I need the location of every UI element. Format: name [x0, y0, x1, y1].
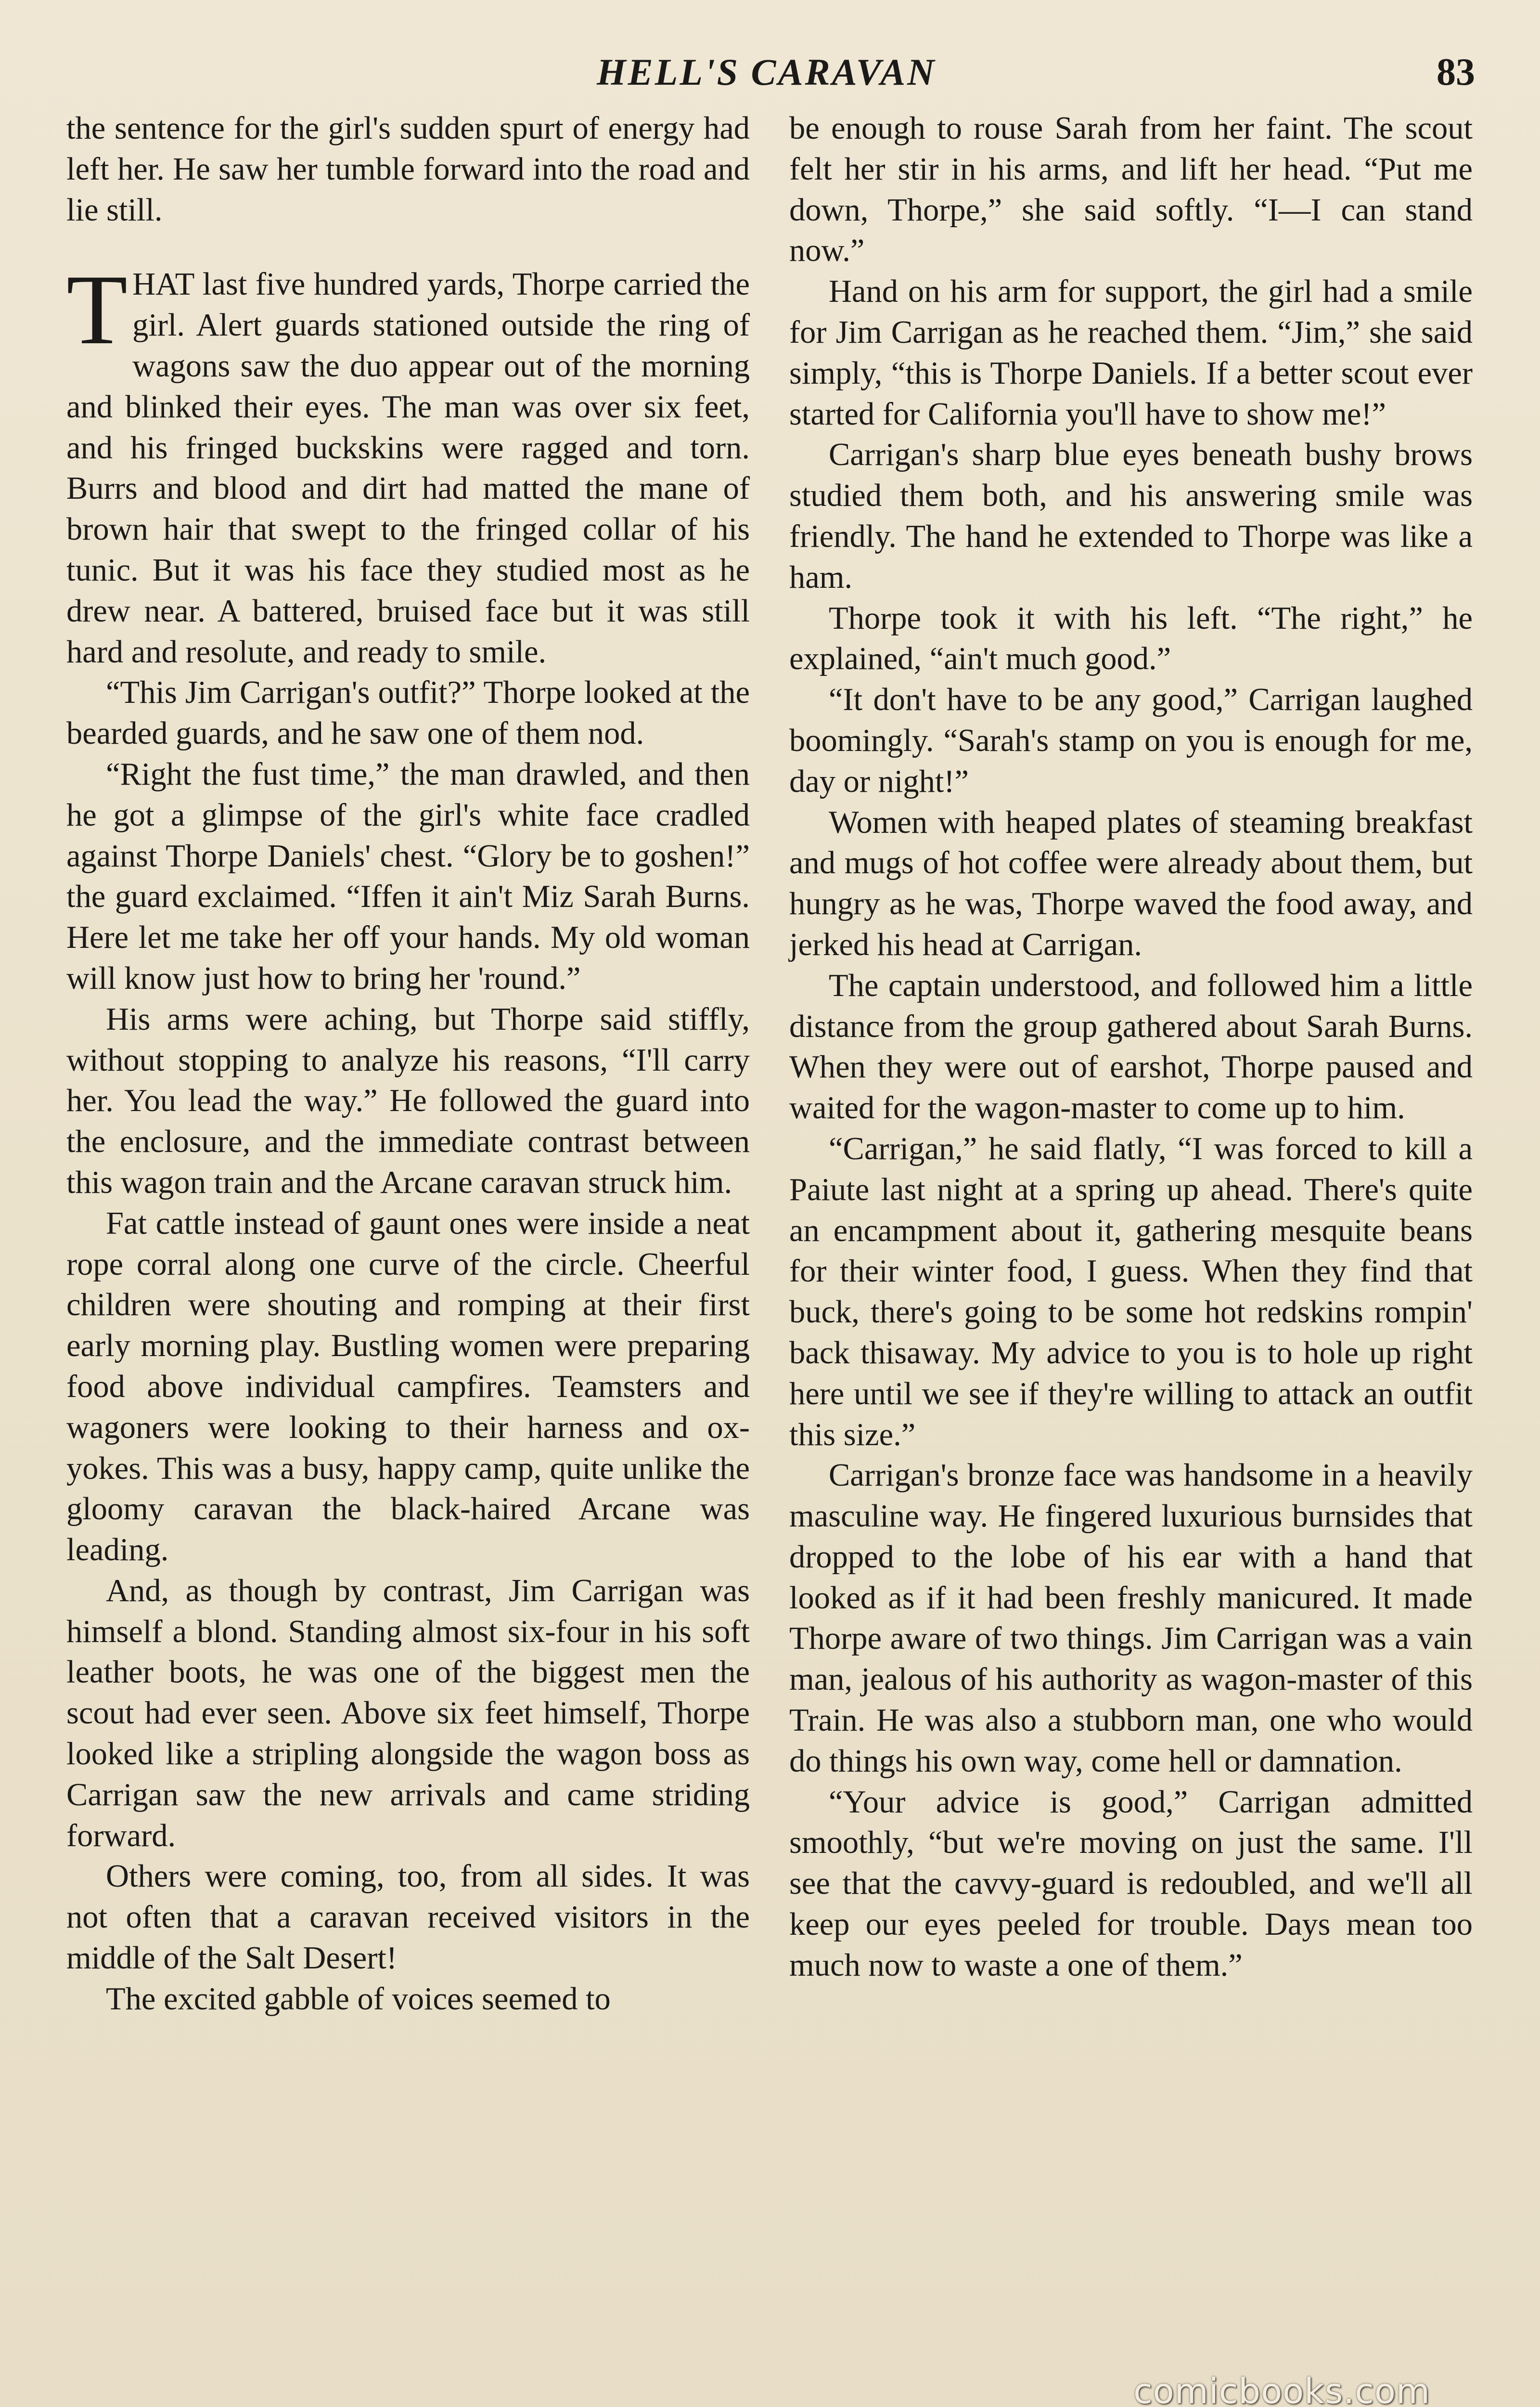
paragraph: “Your advice is good,” Carrigan admitted smoothly, “but we're moving on just the same. I'll see that the cavvy-guard is redoubled, and we'll all keep our eyes peeled for trouble. Days mean too much now to waste a one of them.” [789, 1784, 1473, 1983]
paragraph-dropcap [66, 254, 750, 673]
paragraph: Carrigan's bronze face was handsome in a heavily masculine way. He fingered luxurious burnsides that dropped to the lobe of his ear with a hand that looked as if it had been freshly manicured. It made Thorpe aware of two things. Jim Carrigan was a vain man, jealous of his authority as wagon-master of this Train. He was also a stubborn man, one who would do things his own way, come hell or damnation. [789, 1458, 1473, 1779]
paragraph: “Right the fust time,” the man drawled, and then he got a glimpse of the girl's white face cradled against Thorpe Daniels' chest. “Glory be to goshen!” the guard exclaimed. “Iffen it ain't Miz Sarah Burns. Here let me take her off your hands. My old woman will know just how to bring her 'round.” [66, 756, 750, 996]
paragraph: And, as though by contrast, Jim Carrigan was himself a blond. Standing almost six-four in his soft leather boots, he was one of the biggest men the scout had ever seen. Above six feet himself, Thorpe looked like a stripling alongside the wagon boss as Carrigan saw the new arrivals and came striding forward. [66, 1573, 750, 1853]
running-title: HELL'S CARAVAN [597, 51, 937, 93]
paragraph: His arms were aching, but Thorpe said stiffly, without stopping to analyze his reasons, “I'll carry her. You lead the way.” He followed the guard into the enclosure, and the immediate contrast between this wagon train and the Arcane caravan struck him. [66, 1001, 750, 1200]
paragraph: Hand on his arm for support, the girl had a smile for Jim Carrigan as he reached them. “Jim,” she said simply, “this is Thorpe Daniels. If a better scout ever started for California you'll have to show me!” [789, 274, 1473, 432]
paragraph: Carrigan's sharp blue eyes beneath bushy brows studied them both, and his answering smile was friendly. The hand he extended to Thorpe was like a ham. [789, 437, 1473, 595]
page-header [0, 46, 1540, 104]
drop-cap: T [66, 254, 128, 365]
paragraph: the sentence for the girl's sudden spurt of energy had left her. He saw her tumble forward into the road and lie still. [66, 111, 750, 228]
paragraph: The excited gabble of voices seemed to [106, 1981, 611, 2017]
paragraph: Others were coming, too, from all sides. It was not often that a caravan received visitors in the middle of the Salt Desert! [66, 1859, 750, 1976]
watermark: comicbooks.com [1133, 2371, 1431, 2407]
paragraph: Fat cattle instead of gaunt ones were inside a neat rope corral along one curve of the circle. Cheerful children were shouting and romping at their first early morning play. Bustling women were preparing food above individual campfires. Teamsters and wagoners were looking to their harness and ox-yokes. This was a busy, happy camp, quite unlike the gloomy caravan the black-haired Arcane was leading. [66, 1205, 750, 1568]
paragraph: be enough to rouse Sarah from her faint. The scout felt her stir in his arms, and lift her head. “Put me down, Thorpe,” she said softly. “I—I can stand now.” [789, 111, 1473, 269]
right-column [789, 108, 1473, 1986]
paragraph: The captain understood, and followed him a little distance from the group gathered about Sarah Burns. When they were out of earshot, Thorpe paused and waited for the wagon-master to come up to him. [789, 968, 1473, 1126]
paragraph-text: HAT last five hundred yards, Thorpe carried the girl. Alert guards stationed outside the ring of wagons saw the duo appear out of the morning and blinked their eyes. The man was over six feet, and his fringed buckskins were ragged and torn. Burrs and blood and dirt had matted the mane of brown hair that swept to the fringed collar of his tunic. But it was his face they studied most as he drew near. A battered, bruised face but it was still hard and resolute, and ready to smile. [66, 267, 750, 670]
paragraph: Thorpe took it with his left. “The right,” he explained, “ain't much good.” [789, 600, 1473, 677]
paragraph: “Carrigan,” he said flatly, “I was forced to kill a Paiute last night at a spring up ahead. There's quite an encampment about it, gathering mesquite beans for their winter food, I guess. When they find that buck, there's going to be some hot redskins rompin' back thisaway. My advice to you is to hole up right here until we see if they're willing to attack an outfit this size.” [789, 1131, 1473, 1452]
paragraph: “It don't have to be any good,” Carrigan laughed boomingly. “Sarah's stamp on you is enough for me, day or night!” [789, 682, 1473, 799]
paragraph: “This Jim Carrigan's outfit?” Thorpe looked at the bearded guards, and he saw one of them nod. [66, 675, 750, 751]
page-number: 83 [1437, 51, 1475, 93]
left-column [66, 108, 750, 2020]
paragraph: Women with heaped plates of steaming breakfast and mugs of hot coffee were already about them, but hungry as he was, Thorpe waved the food away, and jerked his head at Carrigan. [789, 804, 1473, 962]
